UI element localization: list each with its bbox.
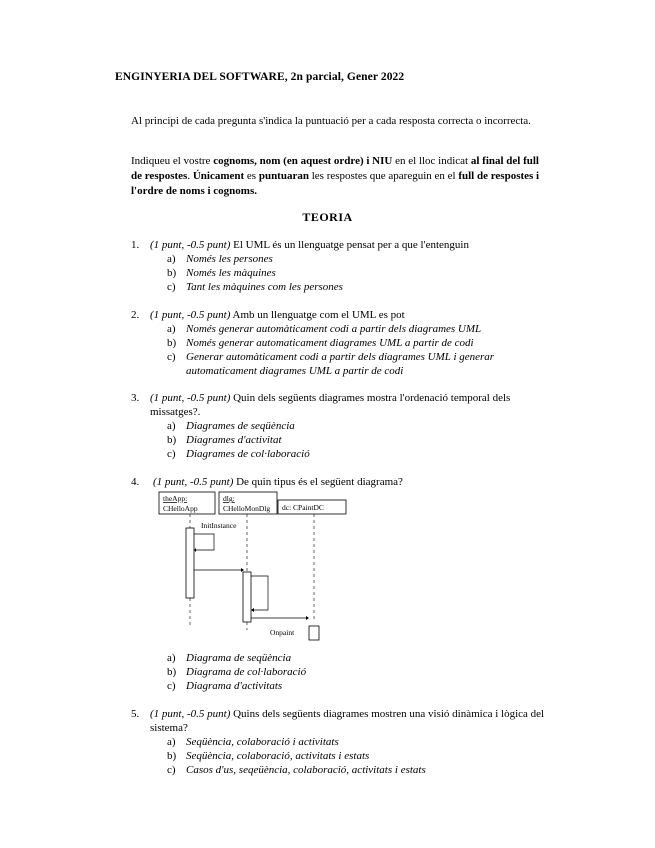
options-list [167,419,551,461]
question-number: 5. [131,708,140,720]
option-text: Seqüència, colaboració, activitats i estats [186,750,370,762]
option [167,350,531,378]
option [167,322,551,336]
option-label: b) [167,666,177,678]
question-statement: Amb un llenguatge com el UML es pot [230,309,405,321]
option-text: Diagrama de seqüència [186,652,292,664]
options-list [167,735,551,777]
option-label: c) [167,351,176,363]
section-title: TEORIA [302,210,353,224]
question-text [153,475,551,489]
options-list [167,651,551,693]
question-5 [131,707,551,777]
intro-text: es [244,170,259,182]
message-label: InitInstance [201,521,237,530]
object-name-label: theApp: [163,494,188,503]
option-text: Diagrama d'activitats [186,680,283,692]
option-label: c) [167,448,176,460]
question-number: 2. [131,309,140,321]
option-label: a) [167,736,176,748]
option [167,735,551,749]
option-text: Només les màquines [186,267,276,279]
option [167,679,551,693]
option-text: Diagrames de seqüència [186,420,295,432]
option-label: b) [167,267,177,279]
question-text [150,308,551,322]
option [167,651,551,665]
options-list [167,322,551,378]
option [167,433,551,447]
self-message-arrow [251,576,268,610]
question-text [150,391,530,419]
question-statement: Quins dels següents diagrames mostren una visió dinàmica i lògica del sistema? [150,708,545,734]
option-text: Només generar automàticament codi a partir dels diagrames UML [186,323,482,335]
option-text: Només les persones [186,253,273,265]
option-label: b) [167,337,177,349]
intro-bold: Únicament [192,170,245,182]
option-label: b) [167,750,177,762]
option-label: c) [167,680,176,692]
intro-paragraph-scoring: Al principi de cada pregunta s'indica la puntuació per a cada resposta correcta o incorrecta. [131,115,531,127]
question-statement: De quin tipus és el següent diagrama? [233,476,403,488]
option-text: Diagrama de col·laboració [186,666,307,678]
question-number: 3. [131,392,140,404]
object-class-label: CHelloMonDlg [223,504,271,513]
option [167,749,551,763]
question-text [150,707,545,735]
intro-text: Indiqueu el vostre [131,155,214,167]
intro-text: . [187,170,193,182]
option [167,280,551,294]
option [167,266,551,280]
option-text: Generar automàticament codi a partir dels diagrames UML i generar automaticament diagrames UML a partir de codi [186,351,495,377]
option [167,763,551,777]
intro-text: en el lloc indicat [392,155,471,167]
option-label: c) [167,281,176,293]
intro-text: les respostes que apareguin en el [308,170,459,182]
option-text: Diagrames d'activitat [186,434,282,446]
options-list [167,252,551,294]
object-class-label: dc: CPaintDC [282,503,324,512]
question-number: 1. [131,239,140,251]
option-text: Diagrames de col·laboració [186,448,310,460]
option-label: a) [167,323,176,335]
question-number: 4. [131,476,140,488]
option-text: Només generar automaticament diagrames UML a partir de codi [186,337,474,349]
message-label: Onpaint [270,628,295,637]
object-class-label: CHelloApp [163,504,198,513]
question-statement: El UML és un llenguatge pensat per a que l'entenguin [230,239,469,251]
arrow-head [306,616,309,620]
question-score: (1 punt, -0.5 punt) [150,392,231,404]
question-2 [131,308,551,378]
activation-bar [309,626,319,640]
option [167,252,551,266]
option-label: a) [167,253,176,265]
question-score: (1 punt, -0.5 punt) [150,309,231,321]
intro-bold: cognoms, nom (en aquest ordre) i NIU [213,155,393,167]
question-4-options [131,651,551,693]
option-label: a) [167,652,176,664]
self-message-arrow [194,534,214,550]
arrow-head [241,568,244,572]
object-name-label: dlg: [223,494,235,503]
question-statement: Quin dels següents diagrames mostra l'ordenació temporal dels missatges?. [150,392,511,418]
option-label: a) [167,420,176,432]
option [167,665,551,679]
option [167,447,551,461]
option-label: b) [167,434,177,446]
intro-paragraph-instructions [131,154,551,199]
arrow-head [251,608,254,612]
question-score: (1 punt, -0.5 punt) [153,476,234,488]
activation-bar [243,572,251,622]
intro-bold: al final del full de respostes [131,155,539,182]
question-1 [131,238,551,294]
question-3 [131,391,551,461]
question-score: (1 punt, -0.5 punt) [150,239,231,251]
option-text: Seqüència, colaboració i activitats [186,736,339,748]
sequence-diagram [158,490,398,642]
option-label: c) [167,764,176,776]
option-text: Casos d'us, seqeüència, colaboració, activitats i estats [186,764,426,776]
intro-bold: puntuaran [258,170,309,182]
option [167,419,551,433]
activation-bar [186,528,194,598]
question-score: (1 punt, -0.5 punt) [150,708,231,720]
exam-header: ENGINYERIA DEL SOFTWARE, 2n parcial, Gener 2022 [115,71,405,83]
option-text: Tant les màquines com les persones [186,281,343,293]
intro-bold: full de respostes i l'ordre de noms i cognoms. [131,170,540,197]
question-4 [131,475,551,489]
option [167,336,551,350]
question-text [150,238,551,252]
